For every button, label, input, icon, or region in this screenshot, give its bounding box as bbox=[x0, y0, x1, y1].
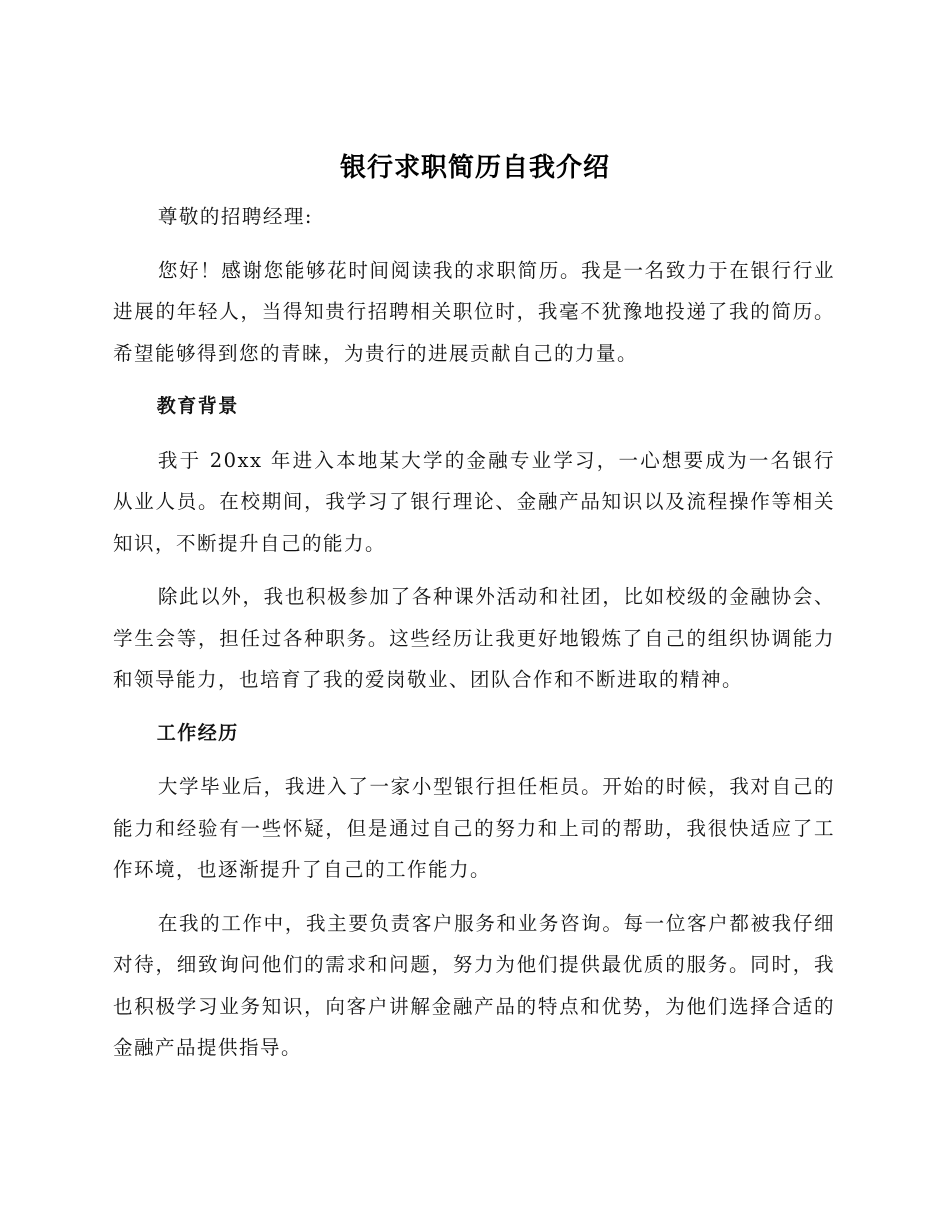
education-paragraph-2: 除此以外，我也积极参加了各种课外活动和社团，比如校级的金融协会、学生会等，担任过各种职务。这些经历让我更好地锻炼了自己的组织协调能力和领导能力，也培育了我的爱岗敬业、团队合作和不断进取的精神。 bbox=[113, 585, 835, 691]
work-paragraph-2: 在我的工作中，我主要负责客户服务和业务咨询。每一位客户都被我仔细对待，细致询问他们的需求和问题，努力为他们提供最优质的服务。同时，我也积极学习业务知识，向客户讲解金融产品的特点和优势，为他们选择合适的金融产品提供指导。 bbox=[113, 911, 835, 1059]
document-body bbox=[113, 196, 835, 1081]
document-title: 银行求职简历自我介绍 bbox=[339, 153, 610, 183]
section-heading-work: 工作经历 bbox=[156, 721, 239, 744]
salutation: 尊敬的招聘经理: bbox=[157, 205, 313, 228]
section-heading-education: 教育背景 bbox=[156, 395, 239, 417]
education-paragraph-1: 我于 20xx 年进入本地某大学的金融专业学习，一心想要成为一名银行从业人员。在校期间，我学习了银行理论、金融产品知识以及流程操作等相关知识，不断提升自己的能力。 bbox=[113, 448, 835, 555]
work-paragraph-1: 大学毕业后，我进入了一家小型银行担任柜员。开始的时候，我对自己的能力和经验有一些怀疑，但是通过自己的努力和上司的帮助，我很快适应了工作环境，也逐渐提升了自己的工作能力。 bbox=[113, 775, 835, 881]
intro-paragraph: 您好！感谢您能够花时间阅读我的求职简历。我是一名致力于在银行行业进展的年轻人，当得知贵行招聘相关职位时，我毫不犹豫地投递了我的简历。希望能够得到您的青睐，为贵行的进展贡献自己的力量。 bbox=[113, 258, 835, 365]
